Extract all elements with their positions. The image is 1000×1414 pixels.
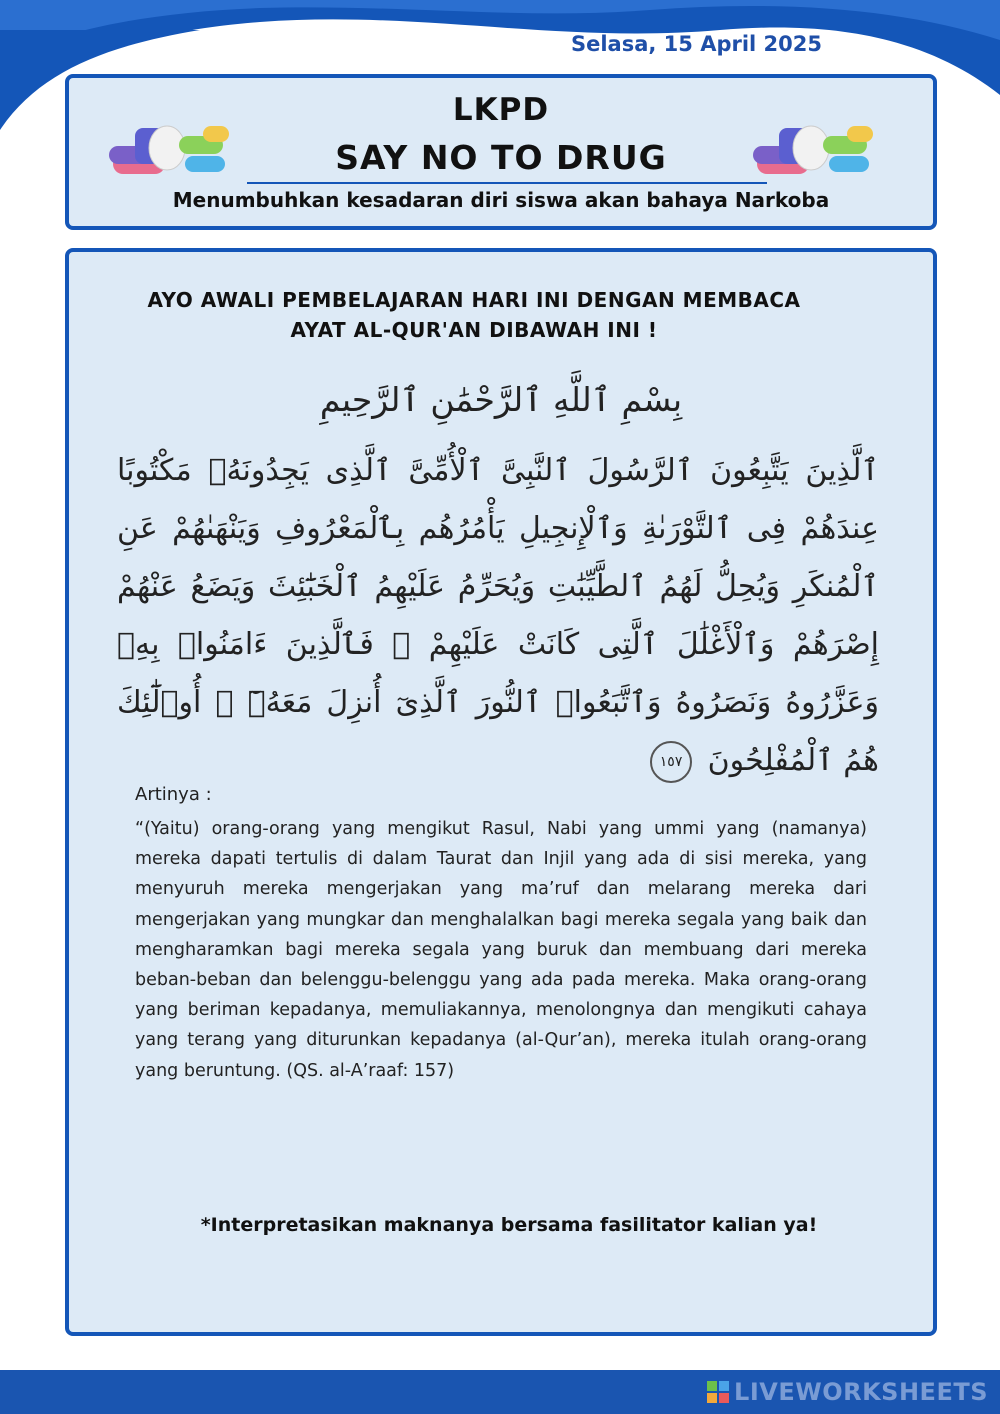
header-divider — [247, 182, 767, 184]
translation-text: “(Yaitu) orang-orang yang mengikut Rasul, Nabi yang ummi yang (namanya) mereka dapati tertulis di dalam Taurat dan Injil yang ada di sisi mereka, yang menyuruh mereka mengerjakan yang ma’ruf dan melarang mereka dari mengerjakan yang mungkar dan menghalalkan bagi mereka segala yang baik dan mengharamkan bagi mereka segala yang buruk dan membuang dari mereka beban-beban dan belenggu-belenggu yang ada pada mereka. Maka orang-orang yang beriman kepadanya, memuliakannya, menolongnya dan mengikuti cahaya yang terang yang diturunkan kepadanya (al-Qur’an), mereka itulah orang-orang yang beruntung. (QS. al-A’raaf: 157) — [135, 819, 867, 1081]
liveworksheets-logo-icon — [707, 1381, 729, 1403]
header-title-secondary: SAY NO TO DRUG — [335, 138, 667, 177]
facilitator-note: *Interpretasikan maknanya bersama fasilitator kalian ya! — [200, 1214, 818, 1236]
instruction-heading: AYO AWALI PEMBELAJARAN HARI INI DENGAN MEMBACA AYAT AL-QUR'AN DIBAWAH INI ! — [147, 288, 801, 342]
header-panel — [65, 74, 937, 230]
liveworksheets-logo-text: LIVEWORKSHEETS — [734, 1378, 988, 1406]
basmala-text: بِسْمِ ٱللَّهِ ٱلرَّحْمَٰنِ ٱلرَّحِيمِ — [319, 380, 683, 419]
date-label: Selasa, 15 April 2025 — [570, 32, 822, 56]
ayah-number-badge: ١٥٧ — [650, 741, 692, 783]
header-subtitle: Menumbuhkan kesadaran diri siswa akan bahaya Narkoba — [172, 188, 830, 212]
translation-label: Artinya : — [135, 784, 212, 805]
quran-verse-text: ٱلَّذِينَ يَتَّبِعُونَ ٱلرَّسُولَ ٱلنَّبِىَّ ٱلْأُمِّىَّ ٱلَّذِى يَجِدُونَهُۥ مَكْتُوبًا عِندَهُمْ فِى ٱلتَّوْرَىٰةِ وَٱلْإِنجِيلِ يَأْمُرُهُم بِٱلْمَعْرُوفِ وَيَنْهَىٰهُمْ عَنِ ٱلْمُنكَرِ وَيُحِلُّ لَهُمُ ٱلطَّيِّبَٰتِ وَيُحَرِّمُ عَلَيْهِمُ ٱلْخَبَٰٓئِثَ وَيَضَعُ عَنْهُمْ إِصْرَهُمْ وَٱلْأَغْلَٰلَ ٱلَّتِى كَانَتْ عَلَيْهِمْ ۚ فَٱلَّذِينَ ءَامَنُوا۟ بِهِۦ وَعَزَّرُوهُ وَنَصَرُوهُ وَٱتَّبَعُوا۟ ٱلنُّورَ ٱلَّذِىٓ أُنزِلَ مَعَهُۥٓ ۙ أُو۟لَٰٓئِكَ هُمُ ٱلْمُفْلِحُونَ — [117, 453, 879, 778]
header-title: LKPD — [452, 92, 550, 128]
quran-verse — [117, 442, 879, 790]
content-panel — [65, 248, 937, 1336]
liveworksheets-logo — [707, 1375, 988, 1409]
